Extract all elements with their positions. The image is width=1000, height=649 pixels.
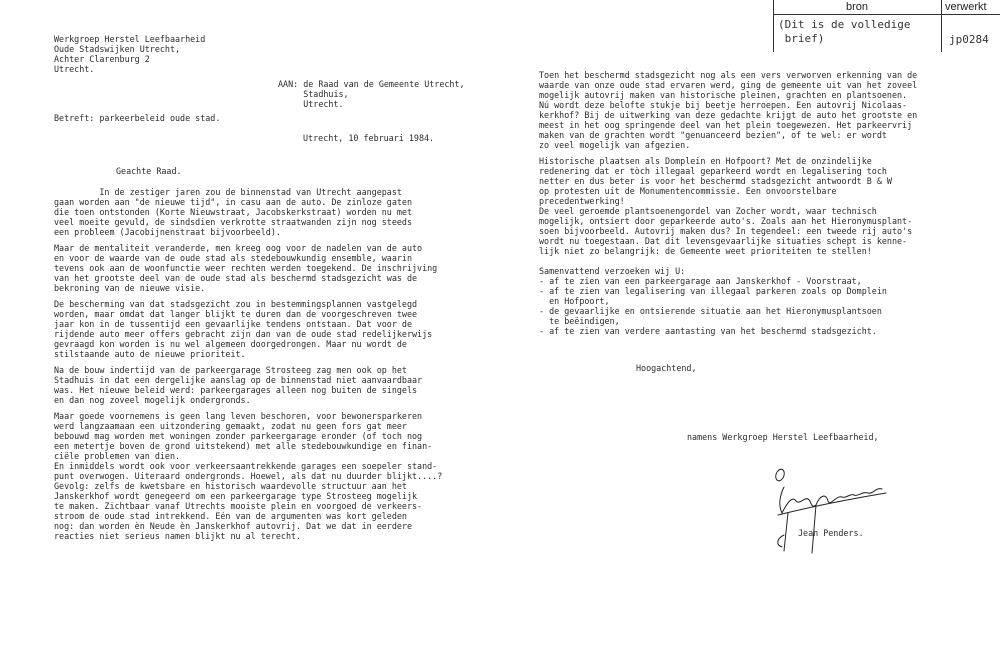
letter-body-right-column [539,70,979,342]
on-behalf-line: namens Werkgroep Herstel Leefbaarheid, [687,432,879,442]
list-item: - af te zien van legalisering van illegaal parkeren zoals op Domplein [539,286,887,296]
text-line: Samenvattend verzoeken wij U: [539,266,686,276]
paragraph [54,299,494,359]
handwritten-signature [770,465,890,555]
paragraph [539,156,979,256]
text-line: jaar kon in de tussentijd een gevaarlijke tendens ontstaan. Dat voor de [54,319,412,329]
text-line: tevens ook aan de woonfunctie weer rechten werden toegekend. De inschrijving [54,263,438,273]
sender-line: Utrecht. [54,64,95,74]
stamp-divider-middle [941,0,942,52]
paragraph [54,187,494,237]
paragraph [54,243,494,293]
list-item: te beëindigen, [539,316,620,326]
text-line: die toen ontstonden (Korte Nieuwstraat, Jacobskerkstraat) worden nu met [54,207,412,217]
text-line: precedentwerking! [539,196,625,206]
text-line: punt overwogen. Uiteraard ondergronds. Hoewel, als dat nu duurder blijkt....? [54,471,443,481]
text-line: maken van de grachten wordt "genuanceerd bezien", of te wel: er wordt [539,130,887,140]
text-line: meest in het oog springende deel van het plein toegewezen. Het parkeervrij [539,120,913,130]
letter-body-left-column [54,187,494,547]
sender-address [54,34,205,74]
text-line: wordt nu toegestaan. Dat dit levensgevaarlijke situaties schept is kenne- [539,236,908,246]
text-line: reacties niet serieus namen blijkt nu al terecht. [54,531,302,541]
text-line: van het grootste deel van de oude stad als beschermd stadsgezicht was de [54,273,418,283]
text-line: werd langzaamaan een uitzondering gemaakt, zodat nu geen fors gat meer [54,421,407,431]
text-line: Toen het beschermd stadsgezicht nog als een vers verworven erkenning van de [539,70,918,80]
text-line: redenering dat er tòch illegaal geparkeerd wordt en legalisering toch [539,166,887,176]
signer-name: Jean Penders. [798,528,864,538]
text-line: op protesten uit de Monumentencommissie. Een onvoorstelbare [539,186,837,196]
text-line: en dan nog zoveel mogelijk ondergronds. [54,395,251,405]
text-line: mogelijk autovrij maken van historische pleinen, grachten en plantsoenen. [539,90,908,100]
text-line: zo veel mogelijk van afgezien. [539,140,691,150]
text-line: De veel geroemde plantsoenengordel van Zocher wordt, waar technisch [539,206,877,216]
recipient-line: Utrecht. [278,99,344,109]
text-line: stroom de oude stad intrekkend. Eén van de argumenten was kort geleden [54,511,407,521]
salutation: Geachte Raad. [116,166,182,176]
sender-line: Achter Clarenburg 2 [54,54,150,64]
text-line: en voor de waarde van de oude stad als stedebouwkundig ensemble, waarin [54,253,412,263]
text-line: gevraagd kon worden is nu wel algemeen doorgedrongen. Maar nu wordt de [54,339,407,349]
request-list [539,266,979,336]
text-line: In de zestiger jaren zou de binnenstad van Utrecht aangepast [54,187,402,197]
subject-line: Betreft: parkeerbeleid oude stad. [54,113,221,123]
text-line: Nú wordt deze belofte stukje bij beetje herroepen. Een autovrij Nicolaas- [539,100,908,110]
text-line: lijk niet zo belangrijk: de Gemeente weet prioriteiten te stellen! [539,246,872,256]
text-line: Gevolg: zelfs de kwetsbare en historisch waardevolle structuur aan het [54,481,407,491]
text-line: Janskerkhof wordt genegeerd om een parkeergarage type Strosteeg mogelijk [54,491,418,501]
text-line: veel moeite gevuld, de sindsdien verkrotte straatwanden zijn nog steeds [54,217,412,227]
text-line: ciële problemen van dien. [54,451,181,461]
text-line: stilstaande auto de nieuwe prioriteit. [54,349,246,359]
text-line: nog: dan worden èn Neude èn Janskerkhof autovrij. Dat we dat in eerdere [54,521,412,531]
text-line: worden, maar omdat dat langer blijkt te duren dan de voorgeschreven twee [54,309,418,319]
sender-line: Oude Stadswijken Utrecht, [54,44,181,54]
archive-stamp-box [773,0,1000,52]
stamp-verwerkt-label: verwerkt [945,1,987,13]
sender-line: Werkgroep Herstel Leefbaarheid [54,34,206,44]
text-line: bekroning van de nieuwe visie. [54,283,206,293]
text-line: te maken. Zichtbaar vanaf Utrechts mooiste plein en voorgoed de verkeers- [54,501,423,511]
paragraph [54,365,494,405]
text-line: rijdende auto meer offers gebracht zijn dan van de oude stad redelijkerwijs [54,329,433,339]
text-line: Na de bouw indertijd van de parkeergarage Strosteeg zag men ook op het [54,365,407,375]
text-line: Stadhuis in dat een dergelijke aanslag op de binnenstad niet aanvaardbaar [54,375,423,385]
text-line: gaan worden aan "de nieuwe tijd", in casu aan de auto. De zinloze gaten [54,197,412,207]
text-line: een metertje boven de grond uitstekend) met alle stedebouwkundige en finan- [54,441,433,451]
recipient-line: Stadhuis, [278,89,349,99]
list-item: - de gevaarlijke en ontsierende situatie aan het Hieronymusplantsoen [539,306,882,316]
text-line: was. Het nieuwe beleid werd: parkeergarages alleen nog buiten de singels [54,385,418,395]
stamp-code: jp0284 [949,33,989,46]
text-line: netter en dus beter is voor het beschermd stadsgezicht antwoordt B & W [539,176,892,186]
list-item: - af te zien van een parkeergarage aan Janskerkhof - Voorstraat, [539,276,862,286]
letter-date: Utrecht, 10 februari 1984. [303,133,435,143]
paragraph [539,70,979,150]
list-item: - af te zien van verdere aantasting van het beschermd stadsgezicht. [539,326,877,336]
list-item: en Hofpoort, [539,296,610,306]
text-line: En inmiddels wordt ook voor verkeersaantrekkende garages een soepeler stand- [54,461,438,471]
text-line: Maar de mentaliteit veranderde, men kreeg oog voor de nadelen van de auto [54,243,423,253]
signature-strokes [774,468,886,553]
stamp-note: (Dit is de volledige brief) [778,18,911,45]
text-line: kerkhof? Bij de uitwerking van deze gedachte krijgt de auto het grootste en [539,110,918,120]
stamp-bron-label: bron [845,1,869,13]
text-line: bebouwd mag worden met woningen zonder parkeergarage eronder (of toch nog [54,431,423,441]
closing: Hoogachtend, [636,363,697,373]
recipient-line: AAN: de Raad van de Gemeente Utrecht, [278,79,465,89]
text-line: Historische plaatsen als Domplein en Hofpoort? Met de onzindelijke [539,156,872,166]
text-line: mogelijk, ontsiert door geparkeerde auto's. Zoals aan het Hieronymusplant- [539,216,913,226]
recipient-address [278,79,465,109]
text-line: soen bijvoorbeeld. Autovrij maken dus? In tegendeel: een tweede rij auto's [539,226,913,236]
text-line: Maar goede voornemens is geen lang leven beschoren, voor bewonersparkeren [54,411,423,421]
stamp-divider-horizontal [773,14,1000,15]
text-line: waarde van onze oude stad ervaren werd, ging de gemeente uit van het zoveel [539,80,918,90]
paragraph [54,411,494,541]
text-line: een probleem (Jacobijnenstraat bijvoorbeeld). [54,227,281,237]
text-line: De bescherming van dat stadsgezicht zou in bestemmingsplannen vastgelegd [54,299,418,309]
